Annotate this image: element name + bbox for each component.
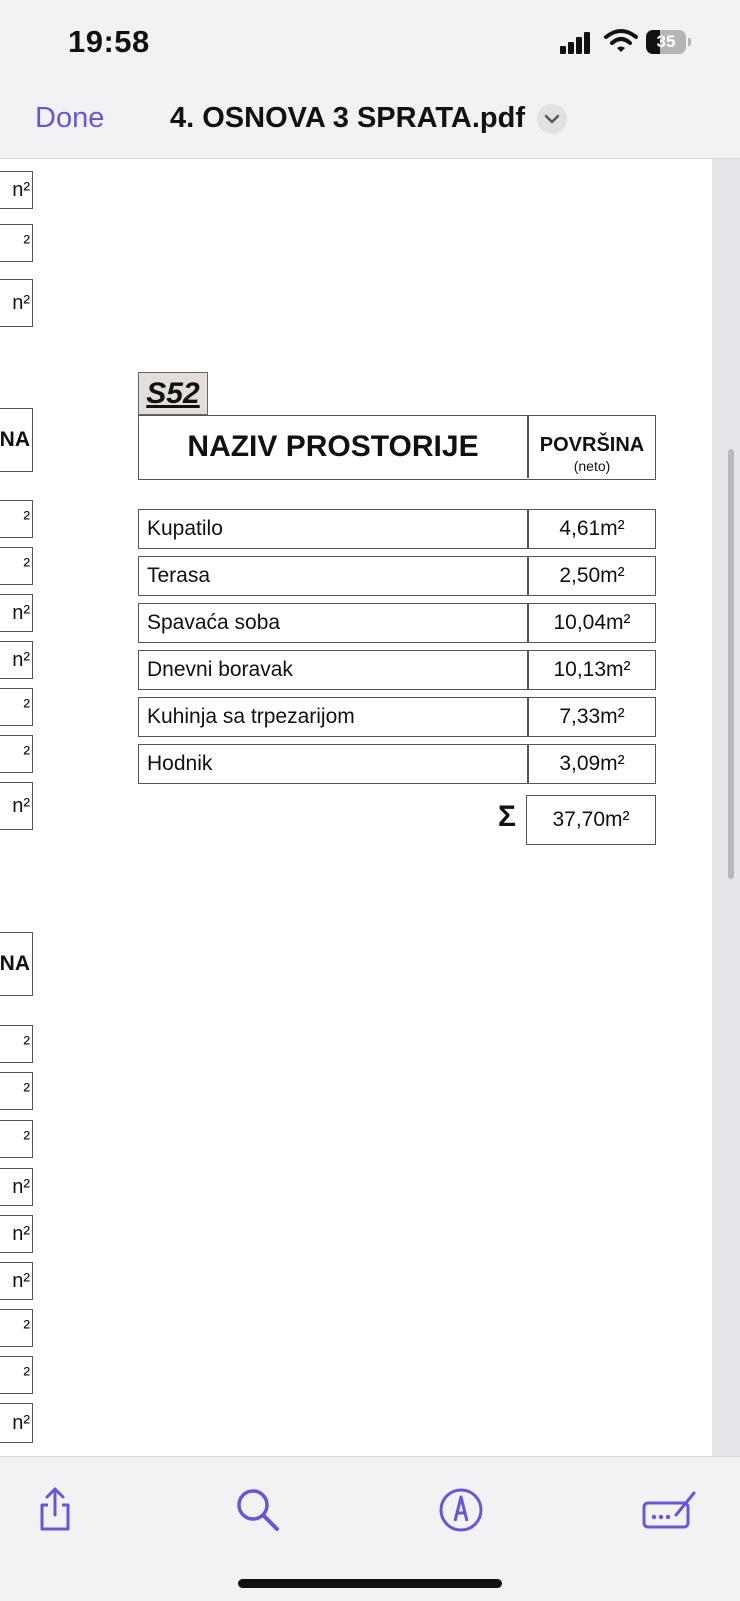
room-name: Dnevni boravak <box>147 658 293 681</box>
edge-fragment: n² <box>0 1215 33 1253</box>
edge-fragment: NA <box>0 932 33 996</box>
pdf-page <box>0 159 712 1456</box>
edge-fragment: ² <box>0 500 33 538</box>
edge-fragment: ² <box>0 1120 33 1158</box>
edge-fragment: n² <box>0 1168 33 1206</box>
chevron-down-icon[interactable] <box>537 104 567 134</box>
room-area: 4,61m² <box>559 517 625 540</box>
room-area: 10,04m² <box>553 611 631 634</box>
edge-fragment: ² <box>0 224 33 262</box>
edge-fragment: n² <box>0 1403 33 1443</box>
header-area: POVRŠINA <box>539 434 645 456</box>
markup-pen-icon[interactable] <box>436 1485 486 1535</box>
header-area-sub: (neto) <box>573 458 611 474</box>
edge-fragment: n² <box>0 782 33 830</box>
table-row <box>138 650 656 690</box>
edge-fragment: n² <box>0 171 33 209</box>
navigation-bar <box>0 84 740 159</box>
edge-fragment: ² <box>0 1072 33 1110</box>
edge-fragment: ² <box>0 547 33 585</box>
cellular-signal-icon <box>560 32 592 54</box>
edge-fragment: n² <box>0 1262 33 1300</box>
search-icon[interactable] <box>233 1485 283 1535</box>
total-area: 37,70m² <box>526 795 656 845</box>
wifi-icon <box>604 28 638 54</box>
header-room-name: NAZIV PROSTORIJE <box>187 430 479 463</box>
edge-fragment: n² <box>0 594 33 632</box>
share-icon[interactable] <box>30 1485 80 1535</box>
edge-fragment: n² <box>0 641 33 679</box>
edge-fragment: ² <box>0 735 33 773</box>
pdf-viewer[interactable] <box>0 159 740 1456</box>
table-row <box>138 744 656 784</box>
room-name: Terasa <box>147 564 211 587</box>
edge-fragment: ² <box>0 688 33 726</box>
signature-icon[interactable] <box>640 1485 700 1535</box>
room-area: 2,50m² <box>559 564 625 587</box>
scrollbar[interactable] <box>728 449 734 879</box>
table-row <box>138 509 656 549</box>
room-area: 10,13m² <box>553 658 631 681</box>
room-area: 7,33m² <box>559 705 625 728</box>
room-name: Hodnik <box>147 752 213 775</box>
edge-fragment: NA <box>0 408 33 472</box>
table-row <box>138 697 656 737</box>
room-area: 3,09m² <box>559 752 625 775</box>
status-bar <box>0 0 740 84</box>
edge-fragment: ² <box>0 1025 33 1063</box>
home-indicator[interactable] <box>238 1579 502 1588</box>
room-name: Spavaća soba <box>147 611 281 634</box>
battery-level: 35 <box>656 32 676 51</box>
apartment-tag: S52 <box>138 372 208 415</box>
done-button[interactable]: Done <box>35 102 105 134</box>
sum-symbol: Σ <box>498 800 517 833</box>
edge-fragment: ² <box>0 1356 33 1394</box>
table-header <box>138 415 656 480</box>
document-title[interactable]: 4. OSNOVA 3 SPRATA.pdf <box>170 102 526 134</box>
battery-icon <box>646 30 688 54</box>
status-time: 19:58 <box>68 24 150 59</box>
room-name: Kupatilo <box>147 517 223 540</box>
edge-fragment: n² <box>0 279 33 327</box>
edge-fragment: ² <box>0 1309 33 1347</box>
table-row <box>138 556 656 596</box>
room-name: Kuhinja sa trpezarijom <box>147 705 355 728</box>
table-row <box>138 603 656 643</box>
